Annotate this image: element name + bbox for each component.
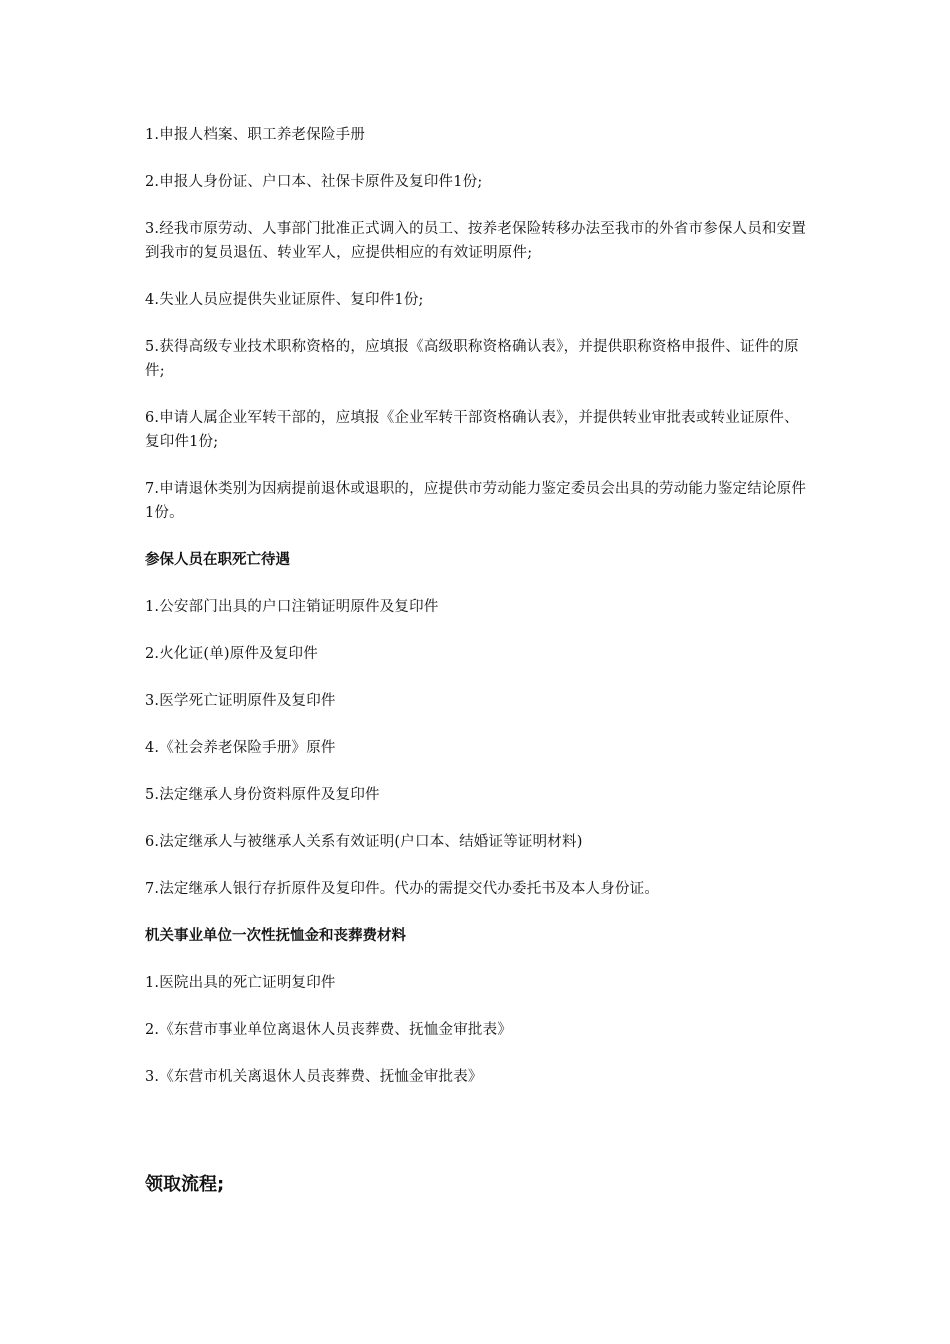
list-item: 1.医院出具的死亡证明复印件: [145, 975, 336, 991]
list-item: 3.经我市原劳动、人事部门批准正式调入的员工、按养老保险转移办法至我市的外省市参保人员和安置到我市的复员退伍、转业军人，应提供相应的有效证明原件;: [145, 221, 807, 261]
list-item: 2.火化证(单)原件及复印件: [145, 646, 318, 662]
list-item: 3.《东营市机关离退休人员丧葬费、抚恤金审批表》: [145, 1069, 483, 1085]
list-item: 7.法定继承人银行存折原件及复印件。代办的需提交代办委托书及本人身份证。: [145, 881, 660, 897]
document-content: [145, 123, 807, 1112]
list-item: 3.医学死亡证明原件及复印件: [145, 693, 336, 709]
list-item: 5.获得高级专业技术职称资格的，应填报《高级职称资格确认表》，并提供职称资格申报件、证件的原件;: [145, 339, 799, 379]
list-item: 1.申报人档案、职工养老保险手册: [145, 127, 366, 143]
list-item: 2.申报人身份证、户口本、社保卡原件及复印件1份;: [145, 174, 483, 190]
list-item: 6.法定继承人与被继承人关系有效证明(户口本、结婚证等证明材料): [145, 834, 583, 850]
list-item: 6.申请人属企业军转干部的，应填报《企业军转干部资格确认表》，并提供转业审批表或转业证原件、复印件1份;: [145, 410, 799, 450]
list-item: 4.失业人员应提供失业证原件、复印件1份;: [145, 292, 424, 308]
collection-process-heading: 领取流程;: [145, 1174, 225, 1195]
list-item: 2.《东营市事业单位离退休人员丧葬费、抚恤金审批表》: [145, 1022, 513, 1038]
list-item: 4.《社会养老保险手册》原件: [145, 740, 336, 756]
list-item: 1.公安部门出具的户口注销证明原件及复印件: [145, 599, 439, 615]
list-item: 7.申请退休类别为因病提前退休或退职的，应提供市劳动能力鉴定委员会出具的劳动能力鉴定结论原件1份。: [145, 481, 807, 521]
section-heading: 机关事业单位一次性抚恤金和丧葬费材料: [145, 928, 406, 944]
section-heading: 参保人员在职死亡待遇: [145, 552, 290, 568]
list-item: 5.法定继承人身份资料原件及复印件: [145, 787, 380, 803]
